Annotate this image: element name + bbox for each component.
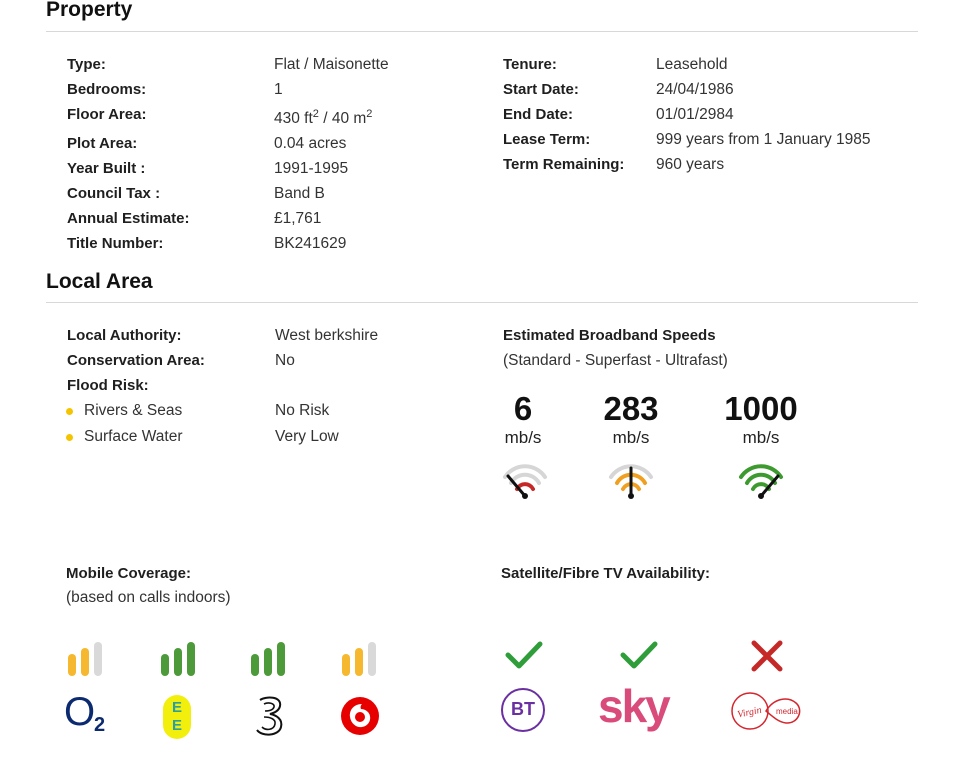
vodafone-logo-icon <box>340 696 380 736</box>
broadband-standard-speed: 6 <box>513 390 533 427</box>
broadband-subtitle: (Standard - Superfast - Ultrafast) <box>503 352 728 369</box>
annual-estimate-label: Annual Estimate: <box>67 210 190 227</box>
broadband-title: Estimated Broadband Speeds <box>503 327 716 344</box>
floor-area-label: Floor Area: <box>67 106 147 123</box>
bullet-dot-icon <box>66 408 73 415</box>
lease-term-value: 999 years from 1 January 1985 <box>656 131 871 148</box>
broadband-ultrafast-speed: 1000 <box>724 390 798 427</box>
sky-logo-icon: sky <box>598 680 669 732</box>
tenure-label: Tenure: <box>503 56 557 73</box>
council-tax-value: Band B <box>274 185 325 202</box>
broadband-standard-unit: mb/s <box>504 428 542 447</box>
lease-term-label: Lease Term: <box>503 131 591 148</box>
sky-available-check-icon <box>620 640 658 670</box>
virgin-unavailable-cross-icon <box>750 639 784 673</box>
broadband-gauge-icon <box>608 462 654 502</box>
annual-estimate-value: £1,761 <box>274 210 322 227</box>
local-area-divider <box>46 302 918 303</box>
broadband-ultrafast-unit: mb/s <box>742 428 780 447</box>
local-authority-label: Local Authority: <box>67 327 182 344</box>
start-date-value: 24/04/1986 <box>656 81 734 98</box>
plot-area-label: Plot Area: <box>67 135 138 152</box>
year-built-value: 1991-1995 <box>274 160 349 177</box>
bt-logo-icon: BT <box>501 688 545 732</box>
broadband-superfast-unit: mb/s <box>612 428 650 447</box>
council-tax-label: Council Tax : <box>67 185 161 202</box>
broadband-gauge-icon <box>502 462 548 502</box>
virgin-media-logo-icon <box>730 690 804 732</box>
term-remaining-label: Term Remaining: <box>503 156 625 173</box>
flood-risk-surface-value: Very Low <box>275 428 339 445</box>
bt-available-check-icon <box>505 640 543 670</box>
year-built-label: Year Built : <box>67 160 146 177</box>
type-label: Type: <box>67 56 106 73</box>
three-signal-bars-icon <box>250 640 290 678</box>
term-remaining-value: 960 years <box>656 156 725 173</box>
ee-signal-bars-icon <box>160 640 200 678</box>
floor-area-value: 430 $ft^2 / 40$ $m^2$ <box>274 108 373 128</box>
flood-risk-label: Flood Risk: <box>67 377 149 394</box>
conservation-area-value: No <box>275 352 295 369</box>
bullet-dot-icon <box>66 434 73 441</box>
svg-text:media: media <box>776 707 798 716</box>
local-area-heading: Local Area <box>46 270 153 293</box>
bedrooms-value: 1 <box>274 81 283 98</box>
broadband-superfast-speed: 283 <box>603 390 659 427</box>
vodafone-signal-bars-icon <box>341 640 381 678</box>
local-authority-value: West berkshire <box>275 327 379 344</box>
bedrooms-label: Bedrooms: <box>67 81 147 98</box>
plot-area-value: 0.04 acres <box>274 135 347 152</box>
svg-text:Virgin: Virgin <box>736 704 763 721</box>
flood-risk-surface-label: Surface Water <box>84 428 183 445</box>
flood-risk-rivers-label: Rivers & Seas <box>84 402 183 419</box>
end-date-value: 01/01/2984 <box>656 106 734 123</box>
property-divider <box>46 31 918 32</box>
tenure-value: Leasehold <box>656 56 728 73</box>
start-date-label: Start Date: <box>503 81 579 98</box>
title-number-value: BK241629 <box>274 235 347 252</box>
mobile-coverage-subtitle: (based on calls indoors) <box>66 589 231 606</box>
property-heading: Property <box>46 0 133 21</box>
o2-signal-bars-icon <box>67 640 107 678</box>
flood-risk-rivers-value: No Risk <box>275 402 330 419</box>
three-logo-icon <box>252 694 288 738</box>
tv-availability-title: Satellite/Fibre TV Availability: <box>501 565 710 582</box>
broadband-gauge-icon <box>738 462 784 502</box>
end-date-label: End Date: <box>503 106 574 123</box>
conservation-area-label: Conservation Area: <box>67 352 205 369</box>
type-value: Flat / Maisonette <box>274 56 389 73</box>
ee-logo-icon: E E <box>163 695 191 739</box>
o2-logo-icon: O 2 <box>64 690 106 736</box>
title-number-label: Title Number: <box>67 235 164 252</box>
mobile-coverage-title: Mobile Coverage: <box>66 565 192 582</box>
